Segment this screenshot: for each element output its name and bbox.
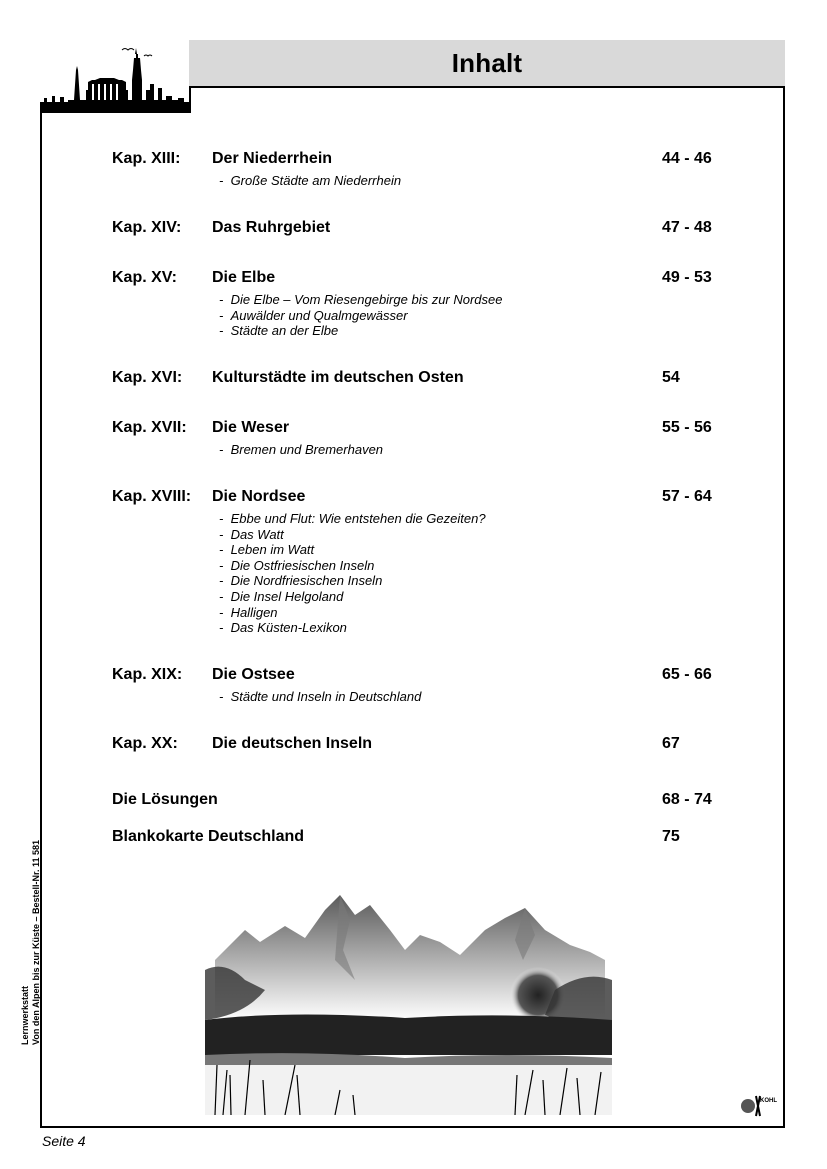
- title-bar: [189, 40, 785, 88]
- chapter-pages: 65 - 66: [662, 666, 712, 683]
- berlin-skyline-image: [40, 40, 191, 113]
- page-number-label: Seite 4: [42, 1133, 86, 1149]
- kohl-logo-icon: [738, 1088, 778, 1118]
- subtopic-item: - Halligen: [219, 604, 278, 620]
- subtopic-list: [219, 689, 421, 705]
- chapter-pages: 57 - 64: [662, 488, 712, 505]
- subtopic-item: - Städte und Inseln in Deutschland: [219, 689, 422, 704]
- section-title: Die Lösungen: [112, 791, 218, 808]
- subtopic-item: - Das Küsten-Lexikon: [219, 620, 347, 636]
- subtopic-item: - Städte an der Elbe: [219, 323, 339, 339]
- publisher-logo: [738, 1088, 778, 1118]
- chapter-pages: 47 - 48: [662, 219, 712, 236]
- subtopic-item: - Die Nordfriesischen Inseln: [219, 573, 383, 589]
- chapter-number: Kap. XX:: [112, 735, 178, 752]
- subtopic-item: - Die Ostfriesischen Inseln: [219, 557, 375, 573]
- chapter-pages: 44 - 46: [662, 150, 712, 167]
- chapter-title: Die Elbe: [212, 269, 276, 286]
- logo-text: KOHL: [760, 1098, 777, 1104]
- chapter-title: Die deutschen Inseln: [212, 735, 373, 752]
- chapter-pages: 49 - 53: [662, 269, 712, 286]
- chapter-pages: 55 - 56: [662, 419, 712, 436]
- subtopic-list: [219, 292, 503, 339]
- chapter-number: Kap. XVIII:: [112, 488, 192, 505]
- series-name: Lernwerkstatt: [20, 985, 30, 1045]
- page-title: Inhalt: [451, 47, 523, 78]
- mountain-lake-illustration: [205, 890, 612, 1115]
- publisher-info: [20, 840, 42, 1045]
- chapter-title: Der Niederrhein: [212, 150, 333, 167]
- chapter-title: Das Ruhrgebiet: [212, 219, 331, 236]
- chapter-pages: 54: [662, 369, 680, 386]
- landscape-graphic: [205, 890, 612, 1115]
- section-pages: 68 - 74: [662, 791, 712, 808]
- chapter-pages: 67: [662, 735, 680, 752]
- subtopic-item: - Leben im Watt: [219, 542, 315, 558]
- chapter-number: Kap. XIV:: [112, 219, 182, 236]
- subtopic-list: [219, 173, 401, 189]
- chapter-title: Die Weser: [212, 419, 290, 436]
- subtopic-item: - Große Städte am Niederrhein: [219, 173, 402, 188]
- chapter-number: Kap. XIII:: [112, 150, 181, 167]
- section-title: Blankokarte Deutschland: [112, 828, 305, 845]
- subtopic-item: - Auwälder und Qualmgewässer: [219, 307, 408, 323]
- chapter-number: Kap. XVII:: [112, 419, 187, 436]
- subtopic-item: - Die Insel Helgoland: [219, 588, 344, 604]
- subtopic-item: - Ebbe und Flut: Wie entstehen die Gezeiten?: [219, 511, 486, 526]
- skyline-graphic: [40, 40, 189, 111]
- product-title: Von den Alpen bis zur Küste – Bestell-Nr. 11 581: [31, 839, 41, 1045]
- subtopic-list: [219, 442, 383, 458]
- subtopic-item: - Die Elbe – Vom Riesengebirge bis zur Nordsee: [219, 292, 503, 307]
- subtopic-item: - Bremen und Bremerhaven: [219, 442, 384, 457]
- chapter-number: Kap. XVI:: [112, 369, 183, 386]
- subtopic-list: [219, 511, 486, 636]
- chapter-title: Die Ostsee: [212, 666, 295, 683]
- chapter-title: Die Nordsee: [212, 488, 306, 505]
- chapter-title: Kulturstädte im deutschen Osten: [212, 369, 464, 386]
- section-pages: 75: [662, 828, 680, 845]
- chapter-number: Kap. XV:: [112, 269, 177, 286]
- subtopic-item: - Das Watt: [219, 526, 284, 542]
- chapter-number: Kap. XIX:: [112, 666, 183, 683]
